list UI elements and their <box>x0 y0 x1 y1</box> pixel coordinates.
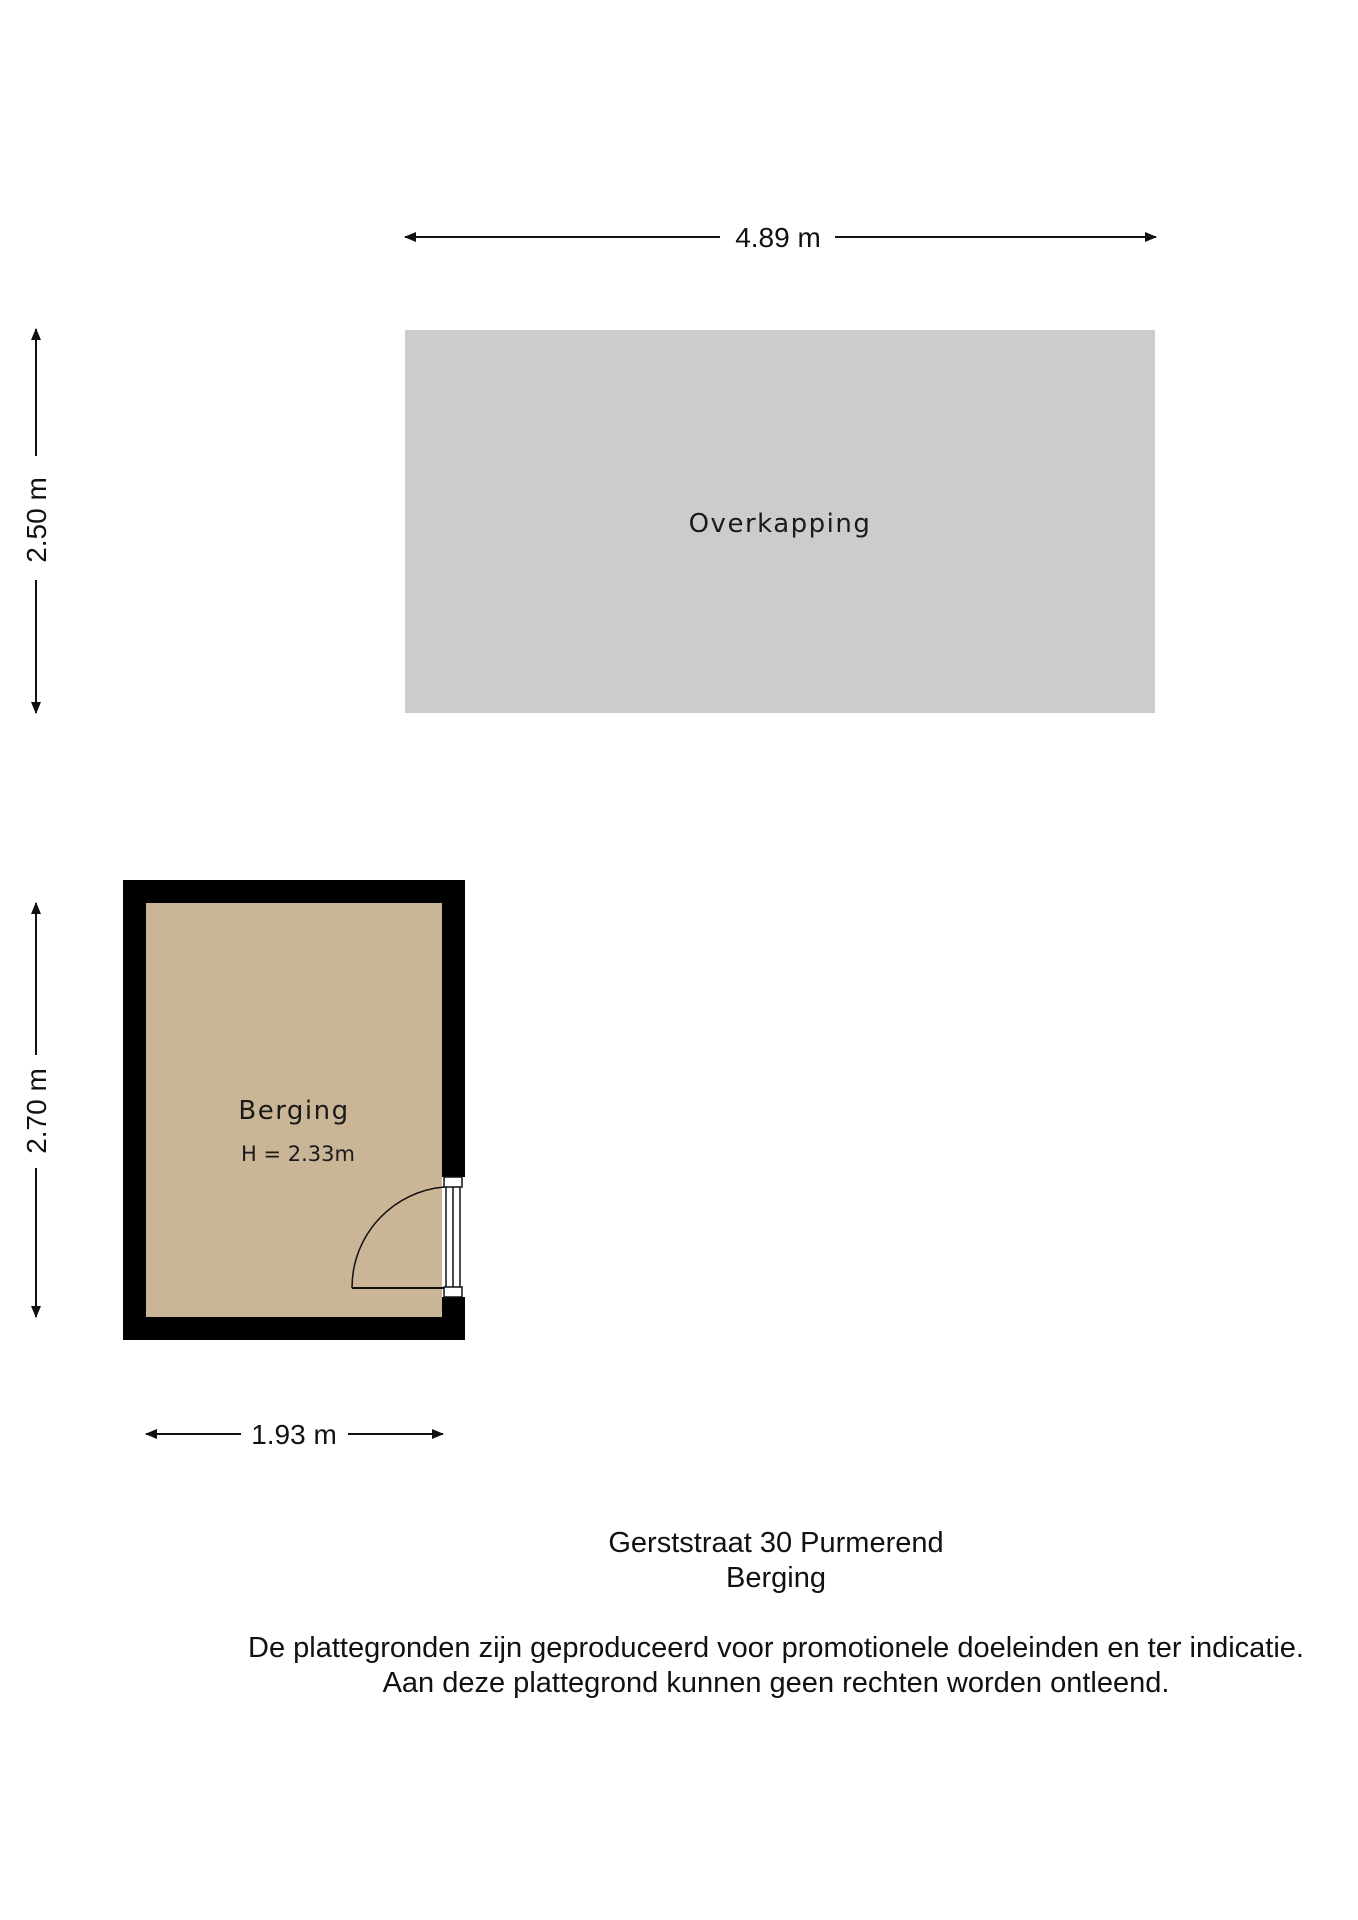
dimension-label-overkapping-depth: 2.50 m <box>21 477 52 563</box>
caption-title <box>608 1526 943 1596</box>
disclaimer-line-2: Aan deze plattegrond kunnen geen rechten worden ontleend. <box>382 1667 1170 1699</box>
caption-disclaimer <box>248 1631 1304 1701</box>
caption-address: Gerststraat 30 Purmerend <box>608 1527 944 1559</box>
room-overkapping <box>405 330 1155 713</box>
dimension-label-overkapping-width: 4.89 m <box>735 222 821 253</box>
dimension-overkapping-depth <box>21 329 52 713</box>
room-label-berging: Berging <box>238 1096 350 1126</box>
dimension-berging-depth <box>21 903 52 1317</box>
dimension-label-berging-width: 1.93 m <box>251 1419 337 1450</box>
caption-floor: Berging <box>726 1562 826 1594</box>
disclaimer-line-1: De plattegronden zijn geproduceerd voor promotionele doeleinden en ter indicatie. <box>248 1632 1304 1664</box>
room-label-overkapping: Overkapping <box>688 509 872 539</box>
dimension-label-berging-depth: 2.70 m <box>21 1068 52 1154</box>
room-berging <box>123 880 465 1340</box>
dimension-berging-width <box>146 1419 443 1450</box>
dimension-overkapping-width <box>405 222 1156 253</box>
room-height-berging: H = 2.33m <box>241 1142 355 1166</box>
door-frame <box>444 1177 462 1297</box>
